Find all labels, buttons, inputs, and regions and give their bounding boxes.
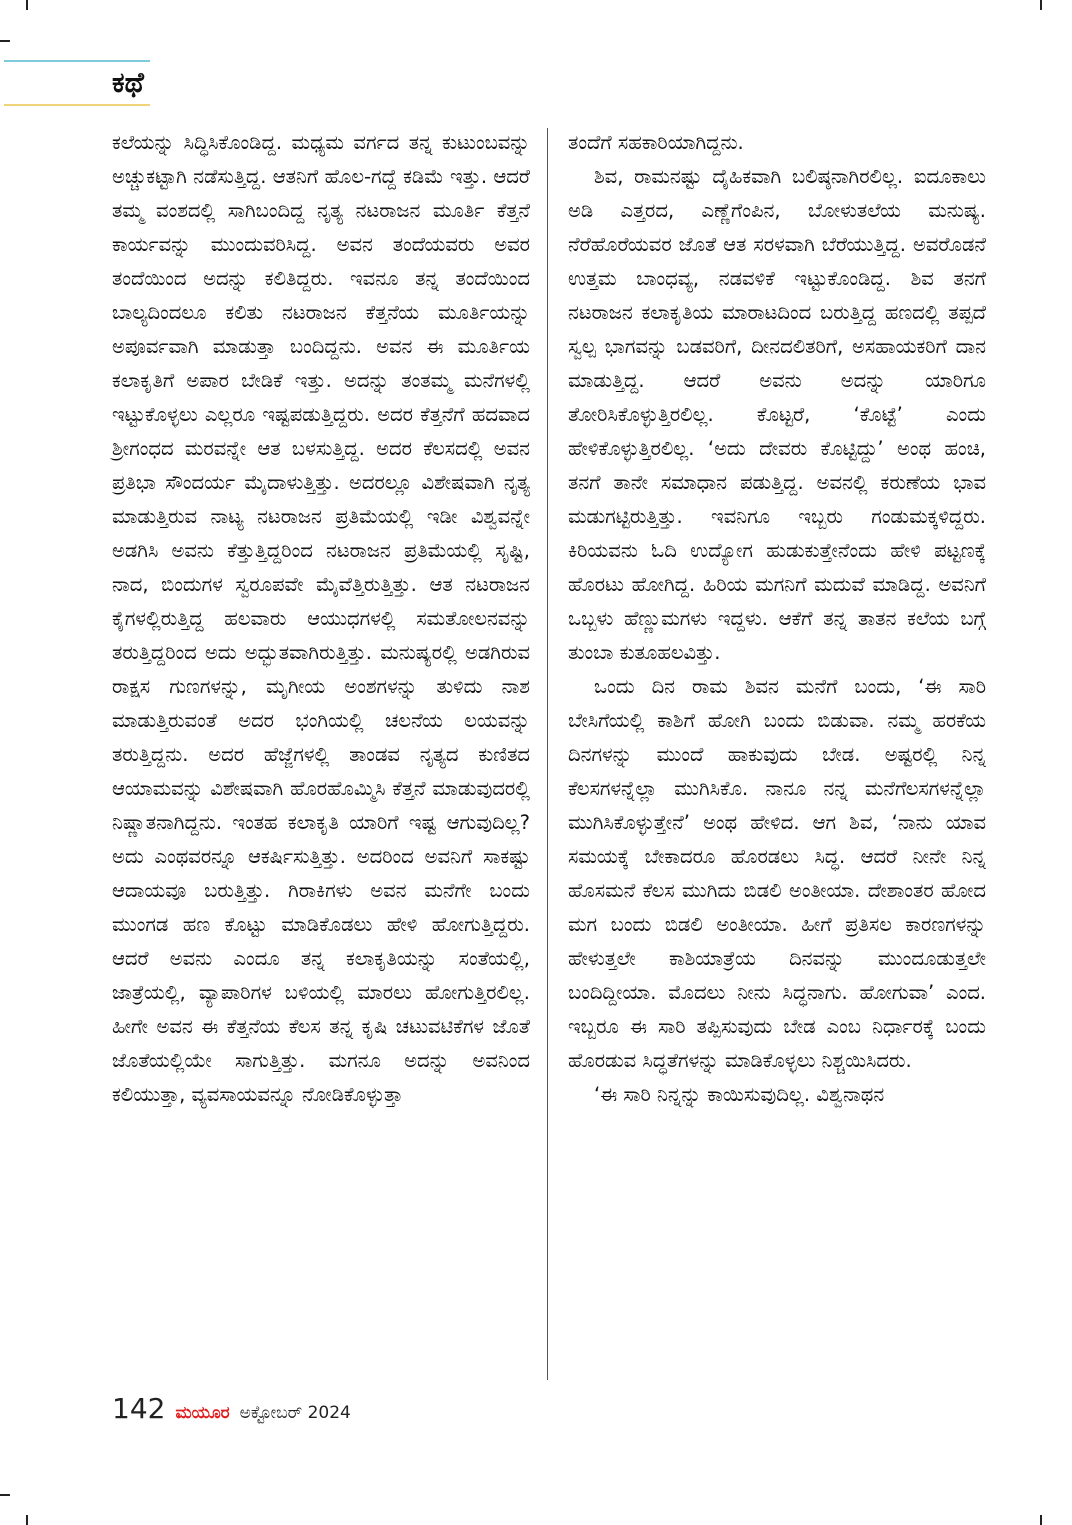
crop-mark [26, 1515, 28, 1525]
header-rule-bottom [4, 104, 150, 106]
section-title: ಕಥೆ [112, 66, 144, 99]
crop-mark [1040, 1515, 1042, 1525]
paragraph: ಶಿವ, ರಾಮನಷ್ಟು ದೈಹಿಕವಾಗಿ ಬಲಿಷ್ಠನಾಗಿರಲಿಲ್ಲ. ಐದೂಕಾಲು ಅಡಿ ಎತ್ತರದ, ಎಣ್ಣೆಗೆಂಪಿನ, ಬೋಳುತಲೆಯ ಮನುಷ್ಯ. ನೆರೆಹೊರೆಯವರ ಜೊತೆ ಆತ ಸರಳವಾಗಿ ಬೆರೆಯುತ್ತಿದ್ದ. ಅವರೊಡನೆ ಉತ್ತಮ ಬಾಂಧವ್ಯ, ನಡವಳಿಕೆ ಇಟ್ಟುಕೊಂಡಿದ್ದ. ಶಿವ ತನಗೆ ನಟರಾಜನ ಕಲಾಕೃತಿಯ ಮಾರಾಟದಿಂದ ಬರುತ್ತಿದ್ದ ಹಣದಲ್ಲಿ ತಪ್ಪದೆ ಸ್ವಲ್ಪ ಭಾಗವನ್ನು ಬಡವರಿಗೆ, ದೀನದಲಿತರಿಗೆ, ಅಸಹಾಯಕರಿಗೆ ದಾನ ಮಾಡುತ್ತಿದ್ದ. ಆದರೆ ಅವನು ಅದನ್ನು ಯಾರಿಗೂ ತೋರಿಸಿಕೊಳ್ಳುತ್ತಿರಲಿಲ್ಲ. ಕೊಟ್ಟರೆ, ‘ಕೊಟ್ಟೆ’ ಎಂದು ಹೇಳಿಕೊಳ್ಳುತ್ತಿರಲಿಲ್ಲ. ‘ಅದು ದೇವರು ಕೊಟ್ಟಿದ್ದು’ ಅಂಥ ಹಂಚಿ, ತನಗೆ ತಾನೇ ಸಮಾಧಾನ ಪಡುತ್ತಿದ್ದ. ಅವನಲ್ಲಿ ಕರುಣೆಯ ಭಾವ ಮಡುಗಟ್ಟಿರುತ್ತಿತ್ತು. ಇವನಿಗೂ ಇಬ್ಬರು ಗಂಡುಮಕ್ಕಳಿದ್ದರು. ಕಿರಿಯವನು ಓದಿ ಉದ್ಯೋಗ ಹುಡುಕುತ್ತೇನೆಂದು ಹೇಳಿ ಪಟ್ಟಣಕ್ಕೆ ಹೊರಟು ಹೋಗಿದ್ದ. ಹಿರಿಯ ಮಗನಿಗೆ ಮದುವೆ ಮಾಡಿದ್ದ. ಅವನಿಗೆ ಒಬ್ಬಳು ಹೆಣ್ಣುಮಗಳು ಇದ್ದಳು. ಆಕೆಗೆ ತನ್ನ ತಾತನ ಕಲೆಯ ಬಗ್ಗೆ ತುಂಬಾ ಕುತೂಹಲವಿತ್ತು. [568, 165, 986, 664]
page-number: 142 [112, 1392, 166, 1425]
issue-date: ಅಕ್ಟೋಬರ್ 2024 [239, 1403, 351, 1423]
page-footer [112, 1392, 351, 1426]
right-column [568, 126, 986, 1112]
crop-mark [1040, 0, 1042, 10]
paragraph: ಕಲೆಯನ್ನು ಸಿದ್ಧಿಸಿಕೊಂಡಿದ್ದ. ಮಧ್ಯಮ ವರ್ಗದ ತನ್ನ ಕುಟುಂಬವನ್ನು ಅಚ್ಚುಕಟ್ಟಾಗಿ ನಡೆಸುತ್ತಿದ್ದ. ಆತನಿಗೆ ಹೊಲ-ಗದ್ದೆ ಕಡಿಮೆ ಇತ್ತು. ಆದರೆ ತಮ್ಮ ವಂಶದಲ್ಲಿ ಸಾಗಿಬಂದಿದ್ದ ನೃತ್ಯ ನಟರಾಜನ ಮೂರ್ತಿ ಕೆತ್ತನೆ ಕಾರ್ಯವನ್ನು ಮುಂದುವರಿಸಿದ್ದ. ಅವನ ತಂದೆಯವರು ಅವರ ತಂದೆಯಿಂದ ಅದನ್ನು ಕಲಿತಿದ್ದರು. ಇವನೂ ತನ್ನ ತಂದೆಯಿಂದ ಬಾಲ್ಯದಿಂದಲೂ ಕಲಿತು ನಟರಾಜನ ಕೆತ್ತನೆಯ ಮೂರ್ತಿಯನ್ನು ಅಪೂರ್ವವಾಗಿ ಮಾಡುತ್ತಾ ಬಂದಿದ್ದನು. ಅವನ ಈ ಮೂರ್ತಿಯ ಕಲಾಕೃತಿಗೆ ಅಪಾರ ಬೇಡಿಕೆ ಇತ್ತು. ಅದನ್ನು ತಂತಮ್ಮ ಮನೆಗಳಲ್ಲಿ ಇಟ್ಟುಕೊಳ್ಳಲು ಎಲ್ಲರೂ ಇಷ್ಟಪಡುತ್ತಿದ್ದರು. ಅದರ ಕೆತ್ತನೆಗೆ ಹದವಾದ ಶ್ರೀಗಂಧದ ಮರವನ್ನೇ ಆತ ಬಳಸುತ್ತಿದ್ದ. ಅದರ ಕೆಲಸದಲ್ಲಿ ಅವನ ಪ್ರತಿಭಾ ಸೌಂದರ್ಯ ಮೈದಾಳುತ್ತಿತ್ತು. ಅದರಲ್ಲೂ ವಿಶೇಷವಾಗಿ ನೃತ್ಯ ಮಾಡುತ್ತಿರುವ ನಾಟ್ಯ ನಟರಾಜನ ಪ್ರತಿಮೆಯಲ್ಲಿ ಇಡೀ ವಿಶ್ವವನ್ನೇ ಅಡಗಿಸಿ ಅವನು ಕೆತ್ತುತ್ತಿದ್ದರಿಂದ ನಟರಾಜನ ಪ್ರತಿಮೆಯಲ್ಲಿ ಸೃಷ್ಟಿ, ನಾದ, ಬಿಂದುಗಳ ಸ್ವರೂಪವೇ ಮೈವೆತ್ತಿರುತ್ತಿತ್ತು. ಆತ ನಟರಾಜನ ಕೈಗಳಲ್ಲಿರುತ್ತಿದ್ದ ಹಲವಾರು ಆಯುಧಗಳಲ್ಲಿ ಸಮತೋಲನವನ್ನು ತರುತ್ತಿದ್ದರಿಂದ ಅದು ಅದ್ಭುತವಾಗಿರುತ್ತಿತ್ತು. ಮನುಷ್ಯರಲ್ಲಿ ಅಡಗಿರುವ ರಾಕ್ಷಸ ಗುಣಗಳನ್ನು, ಮೃಗೀಯ ಅಂಶಗಳನ್ನು ತುಳಿದು ನಾಶ ಮಾಡುತ್ತಿರುವಂತೆ ಅದರ ಭಂಗಿಯಲ್ಲಿ ಚಲನೆಯ ಲಯವನ್ನು ತರುತ್ತಿದ್ದನು. ಅದರ ಹೆಜ್ಜೆಗಳಲ್ಲಿ ತಾಂಡವ ನೃತ್ಯದ ಕುಣಿತದ ಆಯಾಮವನ್ನು ವಿಶೇಷವಾಗಿ ಹೊರಹೊಮ್ಮಿಸಿ ಕೆತ್ತನೆ ಮಾಡುವುದರಲ್ಲಿ ನಿಷ್ಣಾತನಾಗಿದ್ದನು. ಇಂತಹ ಕಲಾಕೃತಿ ಯಾರಿಗೆ ಇಷ್ಟ ಆಗುವುದಿಲ್ಲ? ಅದು ಎಂಥವರನ್ನೂ ಆಕರ್ಷಿಸುತ್ತಿತ್ತು. ಅದರಿಂದ ಅವನಿಗೆ ಸಾಕಷ್ಟು ಆದಾಯವೂ ಬರುತ್ತಿತ್ತು. ಗಿರಾಕಿಗಳು ಅವನ ಮನೆಗೇ ಬಂದು ಮುಂಗಡ ಹಣ ಕೊಟ್ಟು ಮಾಡಿಕೊಡಲು ಹೇಳಿ ಹೋಗುತ್ತಿದ್ದರು. ಆದರೆ ಅವನು ಎಂದೂ ತನ್ನ ಕಲಾಕೃತಿಯನ್ನು ಸಂತೆಯಲ್ಲಿ, ಜಾತ್ರೆಯಲ್ಲಿ, ವ್ಯಾಪಾರಿಗಳ ಬಳಿಯಲ್ಲಿ ಮಾರಲು ಹೋಗುತ್ತಿರಲಿಲ್ಲ. ಹೀಗೇ ಅವನ ಈ ಕೆತ್ತನೆಯ ಕೆಲಸ ತನ್ನ ಕೃಷಿ ಚಟುವಟಿಕೆಗಳ ಜೊತೆ ಜೊತೆಯಲ್ಲಿಯೇ ಸಾಗುತ್ತಿತ್ತು. ಮಗನೂ ಅದನ್ನು ಅವನಿಂದ ಕಲಿಯುತ್ತಾ, ವ್ಯವಸಾಯವನ್ನೂ ನೋಡಿಕೊಳ್ಳುತ್ತಾ [112, 131, 530, 1106]
column-divider [547, 128, 548, 1380]
crop-mark [0, 40, 10, 42]
left-column [112, 126, 530, 1112]
paragraph: ಒಂದು ದಿನ ರಾಮ ಶಿವನ ಮನೆಗೆ ಬಂದು, ‘ಈ ಸಾರಿ ಬೇಸಿಗೆಯಲ್ಲಿ ಕಾಶಿಗೆ ಹೋಗಿ ಬಂದು ಬಿಡುವಾ. ನಮ್ಮ ಹರಕೆಯ ದಿನಗಳನ್ನು ಮುಂದೆ ಹಾಕುವುದು ಬೇಡ. ಅಷ್ಟರಲ್ಲಿ ನಿನ್ನ ಕೆಲಸಗಳನ್ನೆಲ್ಲಾ ಮುಗಿಸಿಕೊ. ನಾನೂ ನನ್ನ ಮನೆಗೆಲಸಗಳನ್ನೆಲ್ಲಾ ಮುಗಿಸಿಕೊಳ್ಳುತ್ತೇನೆ’ ಅಂಥ ಹೇಳಿದ. ಆಗ ಶಿವ, ‘ನಾನು ಯಾವ ಸಮಯಕ್ಕೆ ಬೇಕಾದರೂ ಹೊರಡಲು ಸಿದ್ಧ. ಆದರೆ ನೀನೇ ನಿನ್ನ ಹೊಸಮನೆ ಕೆಲಸ ಮುಗಿದು ಬಿಡಲಿ ಅಂತೀಯಾ. ದೇಶಾಂತರ ಹೋದ ಮಗ ಬಂದು ಬಿಡಲಿ ಅಂತೀಯಾ. ಹೀಗೆ ಪ್ರತಿಸಲ ಕಾರಣಗಳನ್ನು ಹೇಳುತ್ತಲೇ ಕಾಶಿಯಾತ್ರೆಯ ದಿನವನ್ನು ಮುಂದೂಡುತ್ತಲೇ ಬಂದಿದ್ದೀಯಾ. ಮೊದಲು ನೀನು ಸಿದ್ಧನಾಗು. ಹೋಗುವಾ’ ಎಂದ. ಇಬ್ಬರೂ ಈ ಸಾರಿ ತಪ್ಪಿಸುವುದು ಬೇಡ ಎಂಬ ನಿರ್ಧಾರಕ್ಕೆ ಬಂದು ಹೊರಡುವ ಸಿದ್ಧತೆಗಳನ್ನು ಮಾಡಿಕೊಳ್ಳಲು ನಿಶ್ಚಯಿಸಿದರು. [568, 675, 986, 1072]
crop-mark [0, 1494, 10, 1496]
crop-mark [26, 0, 28, 10]
header-rule-top [4, 60, 150, 62]
magazine-logo: ಮಯೂರ [175, 1403, 230, 1423]
paragraph: ‘ಈ ಸಾರಿ ನಿನ್ನನ್ನು ಕಾಯಿಸುವುದಿಲ್ಲ. ವಿಶ್ವನಾಥನ [594, 1083, 885, 1106]
paragraph: ತಂದೆಗೆ ಸಹಕಾರಿಯಾಗಿದ್ದನು. [568, 131, 744, 154]
